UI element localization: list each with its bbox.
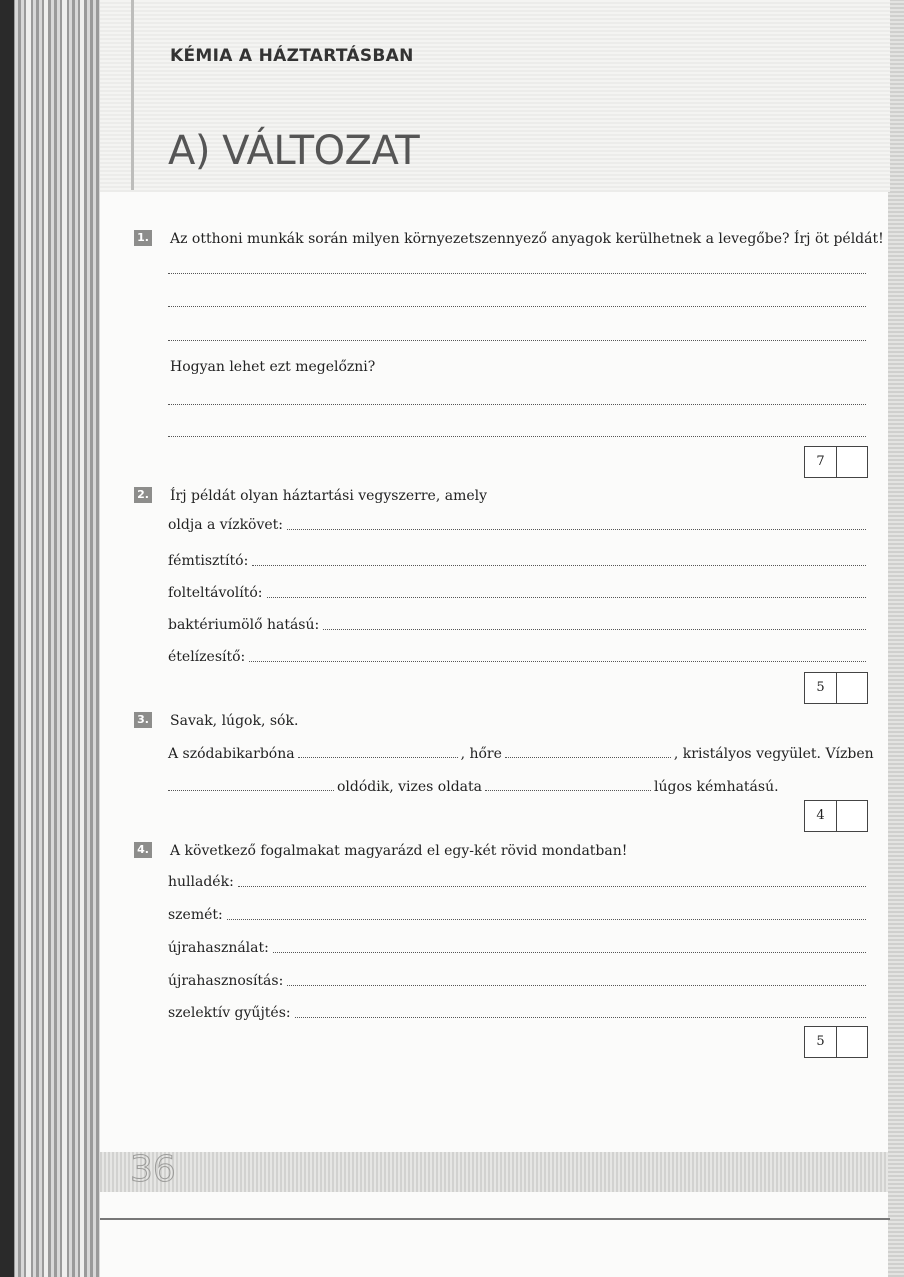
right-page-edge — [888, 0, 904, 1277]
answer-row[interactable] — [168, 1004, 866, 1022]
score-box — [804, 446, 868, 478]
section-label: KÉMIA A HÁZTARTÁSBAN — [170, 46, 414, 66]
fill-in-sentence-line-1 — [168, 745, 874, 763]
variant-title: A) VÁLTOZAT — [168, 128, 420, 174]
answer-row[interactable] — [168, 552, 866, 570]
blank-field[interactable] — [168, 790, 334, 791]
field-label: újrahasznosítás: — [168, 973, 284, 989]
field-label: ételízesítő: — [168, 649, 246, 665]
max-points: 5 — [805, 673, 837, 703]
field-label: fémtisztító: — [168, 553, 249, 569]
question-sub-prompt: Hogyan lehet ezt megelőzni? — [170, 359, 376, 375]
blank-field[interactable] — [485, 790, 651, 791]
field-label: hulladék: — [168, 874, 234, 890]
footer-band — [100, 1152, 888, 1192]
earned-points-field[interactable] — [837, 801, 867, 831]
sentence-part: , hőre — [460, 746, 502, 762]
field-label: baktériumölő hatású: — [168, 617, 320, 633]
answer-line[interactable] — [168, 306, 866, 307]
question-number-badge: 4. — [134, 842, 152, 858]
question-prompt: Az otthoni munkák során milyen környezetszennyező anyagok kerülhetnek a levegőbe? Írj öt példát! — [170, 231, 884, 247]
score-box — [804, 672, 868, 704]
question-prompt: Írj példát olyan háztartási vegyszerre, amely — [170, 488, 488, 504]
answer-row[interactable] — [168, 873, 866, 891]
answer-row[interactable] — [168, 906, 866, 924]
score-box — [804, 800, 868, 832]
answer-row[interactable] — [168, 516, 866, 534]
answer-row[interactable] — [168, 648, 866, 666]
earned-points-field[interactable] — [837, 447, 867, 477]
question-number-badge: 2. — [134, 487, 152, 503]
header-divider — [131, 0, 134, 190]
question-number-badge: 1. — [134, 230, 152, 246]
question-number-badge: 3. — [134, 712, 152, 728]
sentence-part: lúgos kémhatású. — [654, 779, 779, 795]
field-label: szemét: — [168, 907, 223, 923]
field-label: újrahasználat: — [168, 940, 269, 956]
max-points: 7 — [805, 447, 837, 477]
earned-points-field[interactable] — [837, 1027, 867, 1057]
sentence-part: , kristályos vegyület. Vízben — [673, 746, 874, 762]
field-label: oldja a vízkövet: — [168, 517, 284, 533]
earned-points-field[interactable] — [837, 673, 867, 703]
blank-field[interactable] — [298, 757, 458, 758]
answer-line[interactable] — [168, 404, 866, 405]
question-prompt: Savak, lúgok, sók. — [170, 713, 299, 729]
max-points: 4 — [805, 801, 837, 831]
answer-row[interactable] — [168, 584, 866, 602]
sentence-part: oldódik, vizes oldata — [337, 779, 482, 795]
answer-line[interactable] — [168, 340, 866, 341]
binding-stripes — [0, 0, 100, 1277]
sentence-part: A szódabikarbóna — [168, 746, 295, 762]
left-page-edge — [0, 0, 14, 1277]
answer-row[interactable] — [168, 972, 866, 990]
field-label: szelektív gyűjtés: — [168, 1005, 291, 1021]
blank-field[interactable] — [505, 757, 671, 758]
answer-row[interactable] — [168, 616, 866, 634]
answer-line[interactable] — [168, 436, 866, 437]
bottom-rule — [100, 1218, 890, 1220]
answer-row[interactable] — [168, 939, 866, 957]
question-prompt: A következő fogalmakat magyarázd el egy-két rövid mondatban! — [170, 843, 628, 859]
answer-line[interactable] — [168, 273, 866, 274]
score-box — [804, 1026, 868, 1058]
field-label: folteltávolító: — [168, 585, 263, 601]
page-number: 36 — [130, 1149, 176, 1190]
max-points: 5 — [805, 1027, 837, 1057]
fill-in-sentence-line-2 — [168, 778, 779, 796]
